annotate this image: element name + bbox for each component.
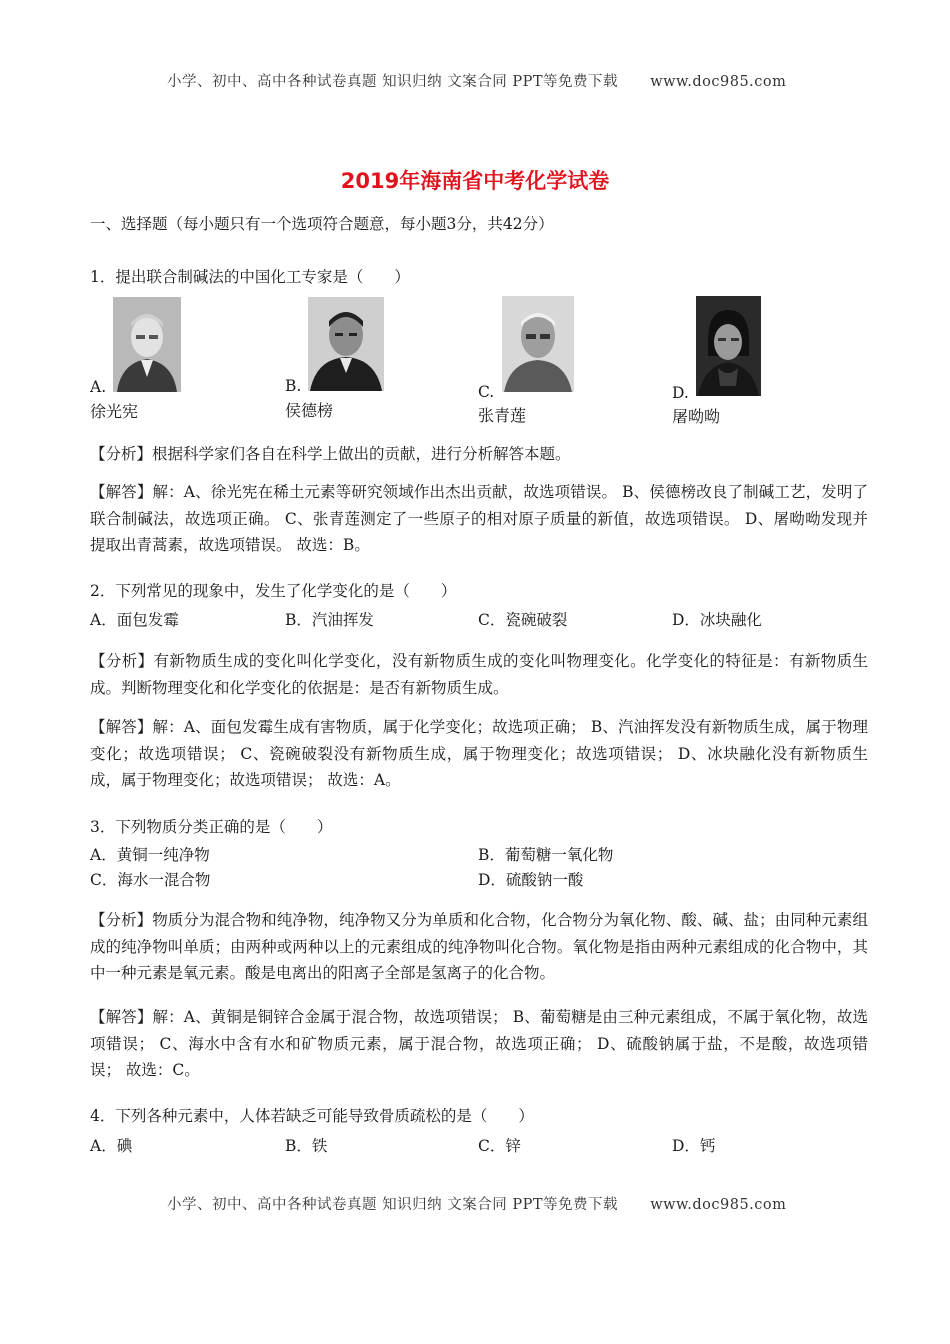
- question-4-option-b: B．铁: [285, 1137, 328, 1155]
- footer-text: 小学、初中、高中各种试卷真题 知识归纳 文案合同 PPT等免费下载: [167, 1197, 619, 1213]
- option-c-name: 张青莲: [478, 406, 527, 425]
- scientist-photo-d: [696, 296, 761, 396]
- page-footer: [167, 1193, 786, 1214]
- question-2-analysis: 【分析】有新物质生成的变化叫化学变化，没有新物质生成的变化叫物理变化。化学变化的特征是：有新物质生成。判断物理变化和化学变化的依据是：是否有新物质生成。: [90, 652, 868, 697]
- option-c-letter: C.: [478, 383, 495, 401]
- question-2-option-c: C．瓷碗破裂: [478, 611, 568, 629]
- option-d-letter: D.: [672, 384, 689, 402]
- option-b-name: 侯德榜: [285, 401, 334, 420]
- question-1-answer: 【解答】解：A、徐光宪在稀土元素等研究领域作出杰出贡献，故选项错误。 B、侯德榜改良了制碱工艺，发明了联合制碱法，故选项正确。 C、张青莲测定了一些原子的相对原子质量的新值，故选项错误。 D、屠呦呦发现并提取出青蒿素，故选项错误。 故选：B。: [90, 483, 868, 554]
- question-3-analysis: 【分析】物质分为混合物和纯净物，纯净物又分为单质和化合物，化合物分为氧化物、酸、碱、盐；由同种元素组成的纯净物叫单质；由两种或两种以上的元素组成的纯净物叫化合物。氧化物是指由两种元素组成的化合物中，其中一种元素是氧元素。酸是电离出的阳离子全部是氢离子的化合物。: [90, 911, 868, 982]
- option-a-letter: A.: [90, 378, 107, 396]
- question-2-stem: 2．下列常见的现象中，发生了化学变化的是（ ）: [90, 582, 457, 600]
- question-3-stem: 3．下列物质分类正确的是（ ）: [90, 818, 333, 836]
- footer-url[interactable]: www.doc985.com: [650, 1197, 787, 1213]
- header-text: 小学、初中、高中各种试卷真题 知识归纳 文案合同 PPT等免费下载: [167, 74, 619, 90]
- question-4-option-c: C．锌: [478, 1137, 521, 1155]
- question-3-option-c: C．海水一混合物: [90, 871, 211, 889]
- question-2-answer: 【解答】解：A、面包发霉生成有害物质，属于化学变化；故选项正确； B、汽油挥发没有新物质生成，属于物理变化；故选项错误； C、瓷碗破裂没有新物质生成，属于物理变化；故选项错误； D、冰块融化没有新物质生成，属于物理变化；故选项错误； 故选：A。: [90, 718, 868, 789]
- question-3-option-d: D．硫酸钠一酸: [478, 871, 584, 889]
- header-url[interactable]: www.doc985.com: [650, 74, 787, 90]
- option-b-letter: B.: [285, 377, 302, 395]
- scientist-photo-c: [502, 296, 574, 392]
- question-2-option-d: D．冰块融化: [672, 611, 762, 629]
- question-2-option-b: B．汽油挥发: [285, 611, 374, 629]
- question-4-option-d: D．钙: [672, 1137, 716, 1155]
- question-3-answer: 【解答】解：A、黄铜是铜锌合金属于混合物，故选项错误； B、葡萄糖是由三种元素组成，不属于氧化物，故选项错误； C、海水中含有水和矿物质元素，属于混合物，故选项正确； D、硫酸钠属于盐，不是酸，故选项错误； 故选：C。: [90, 1008, 868, 1079]
- question-1-stem: 1．提出联合制碱法的中国化工专家是（ ）: [90, 268, 410, 286]
- question-4-stem: 4．下列各种元素中，人体若缺乏可能导致骨质疏松的是（ ）: [90, 1107, 534, 1125]
- question-1-analysis: 【分析】根据科学家们各自在科学上做出的贡献，进行分析解答本题。: [90, 445, 571, 463]
- scientist-photo-a: [113, 297, 181, 392]
- page-title: 2019年海南省中考化学试卷: [340, 169, 610, 193]
- question-3-option-b: B．葡萄糖一氧化物: [478, 846, 614, 864]
- section-heading: 一、选择题（每小题只有一个选项符合题意，每小题3分，共42分）: [90, 215, 554, 233]
- question-2-option-a: A．面包发霉: [90, 611, 179, 629]
- page-header: [167, 70, 786, 91]
- scientist-photo-b: [308, 297, 384, 391]
- question-4-option-a: A．碘: [90, 1137, 133, 1155]
- option-a-name: 徐光宪: [90, 402, 139, 421]
- option-d-name: 屠呦呦: [672, 407, 721, 426]
- question-3-option-a: A．黄铜一纯净物: [90, 846, 210, 864]
